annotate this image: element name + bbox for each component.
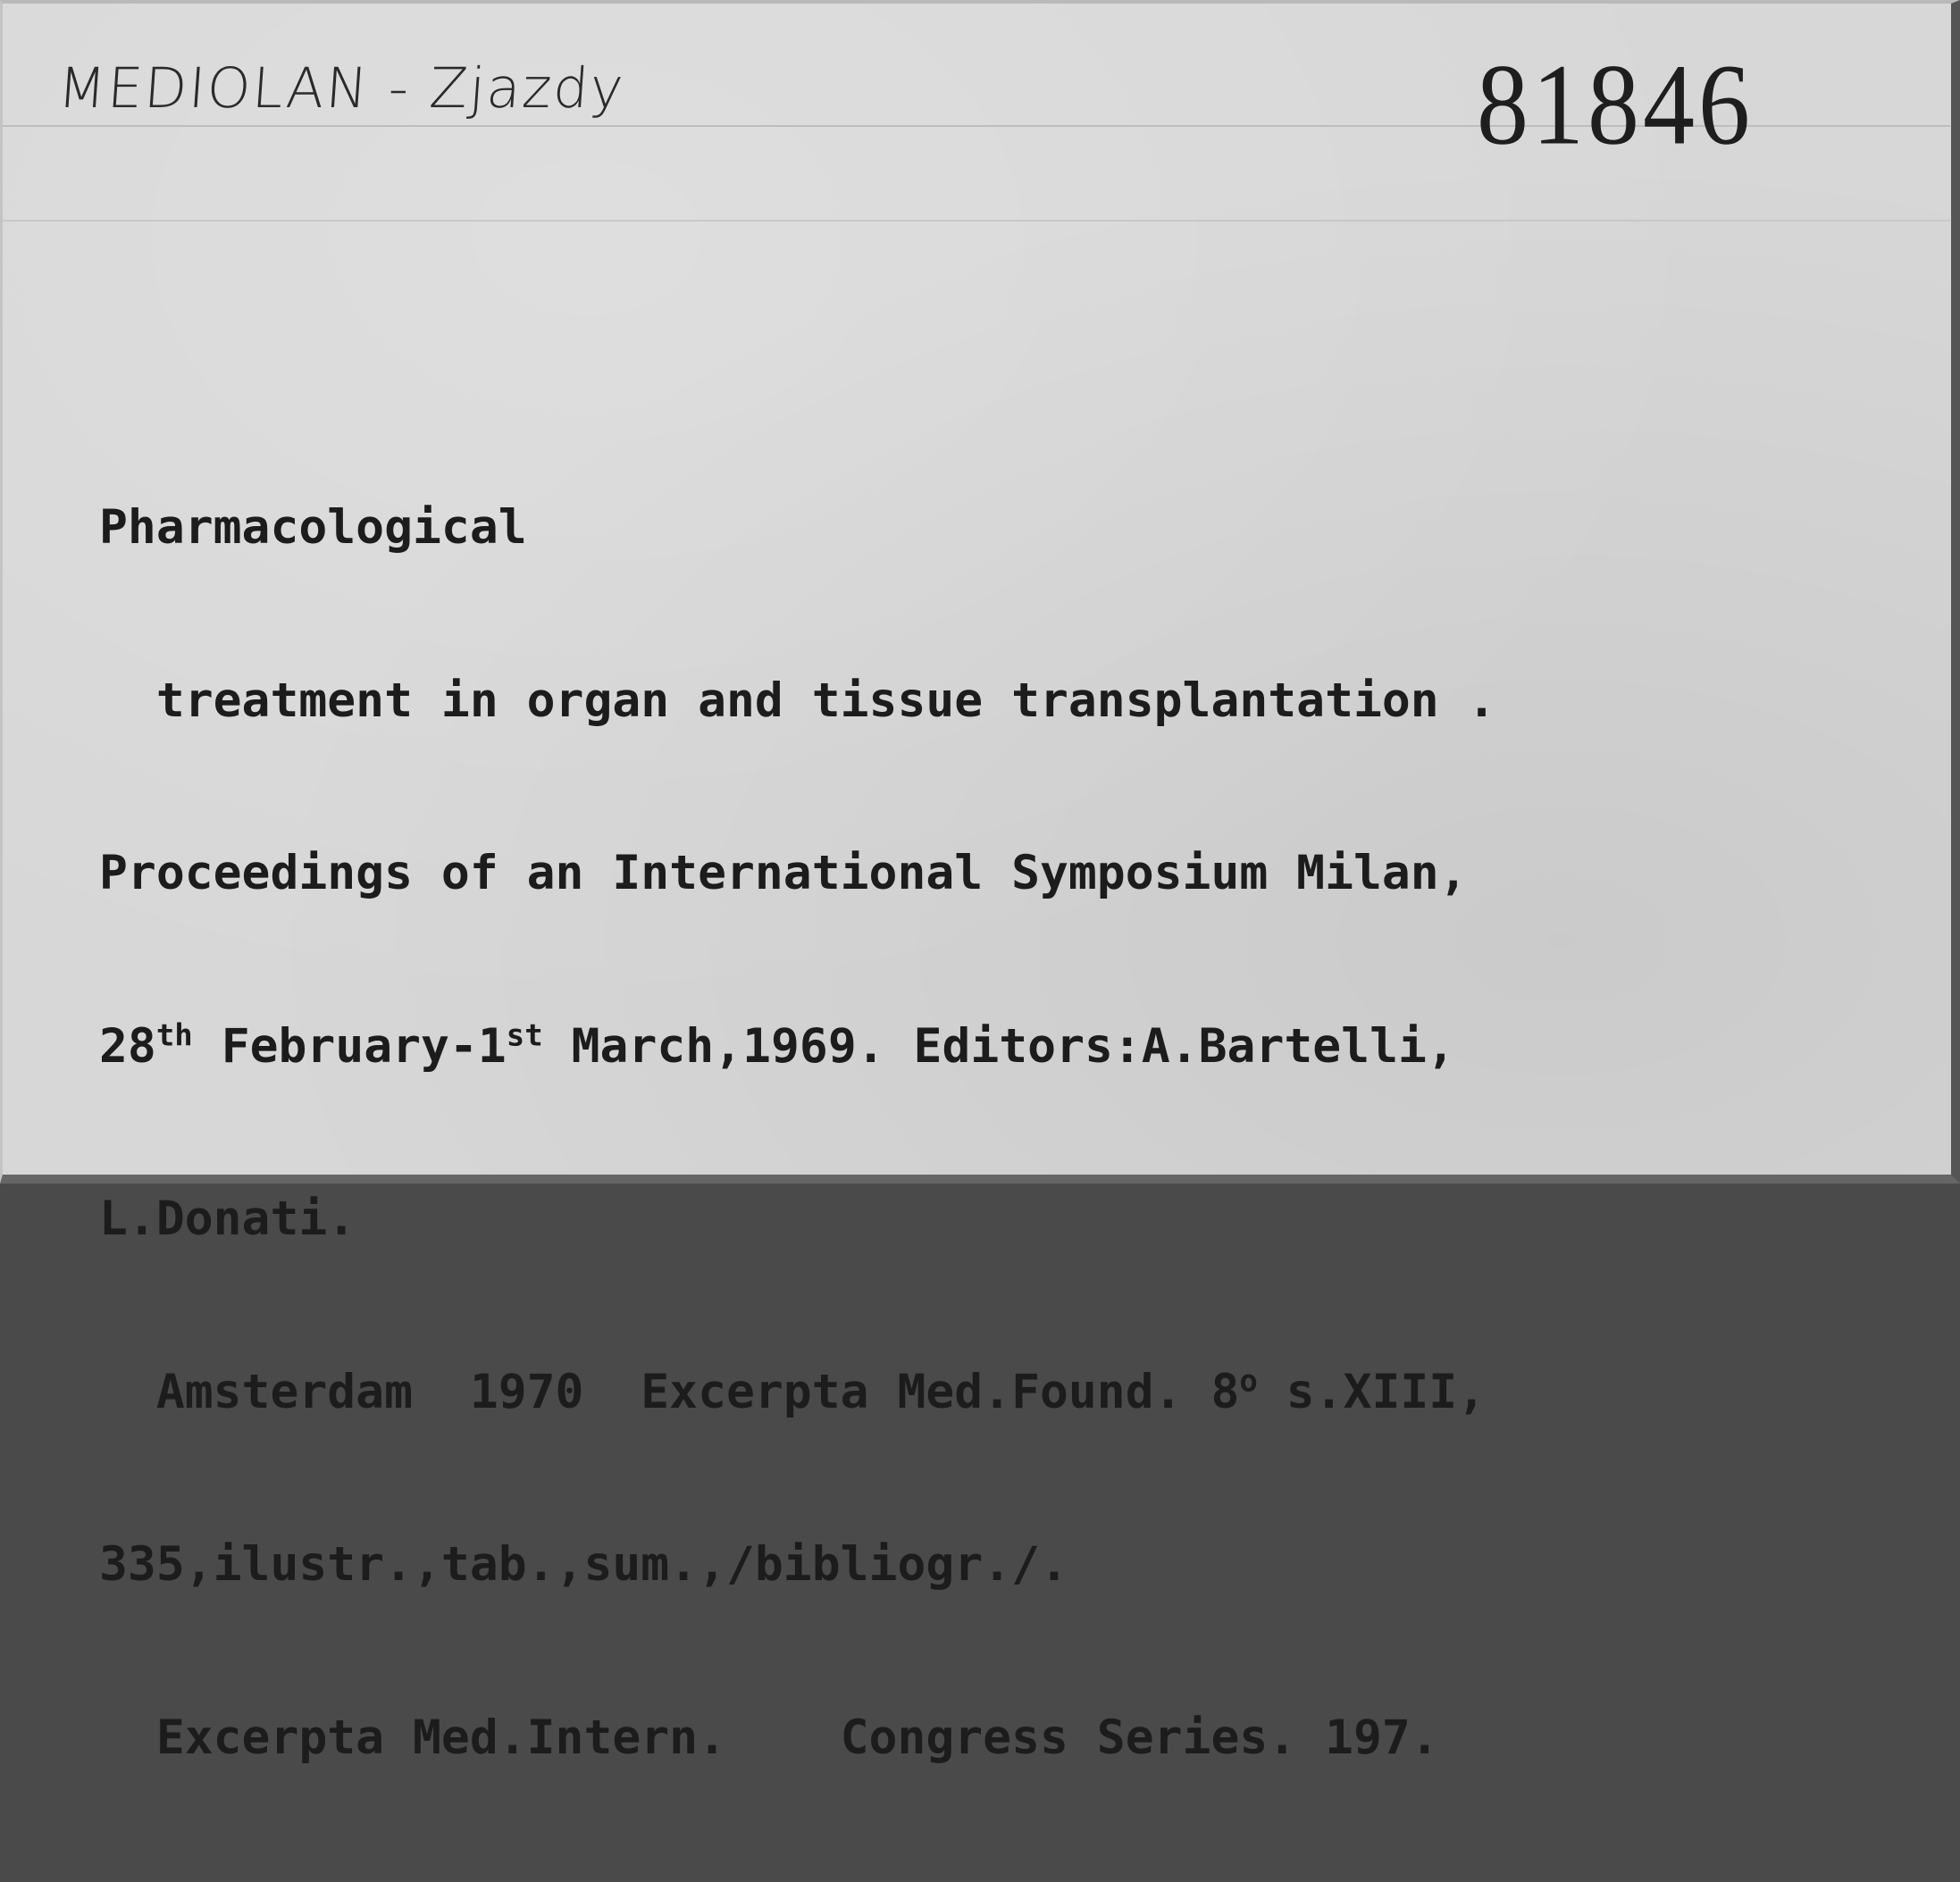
format-degree: o [1239, 1362, 1258, 1399]
subject-heading: MEDIOLAN - Zjazdy [55, 55, 627, 121]
entry-line-8: Excerpta Med.Intern. Congress Series. 197. [99, 1710, 1439, 1765]
entry-line-6 [99, 1364, 1939, 1422]
date-range: February-1 [192, 1018, 507, 1074]
entry-line-5: L.Donati. [99, 1192, 356, 1246]
date-day-start: 28 [99, 1018, 156, 1074]
ordinal-suffix: th [155, 1016, 193, 1053]
entry-line-3: Proceedings of an International Symposium Milan, [99, 846, 1468, 900]
entry-line-2: treatment in organ and tissue transplantation . [99, 673, 1496, 728]
card-rule-middle [3, 220, 1950, 222]
entry-line-4 [99, 1018, 1939, 1076]
imprint: Amsterdam 1970 Excerpta Med.Found. 8 [99, 1364, 1240, 1419]
bibliographic-entry [99, 384, 1939, 1882]
pagination: s.XIII, [1257, 1364, 1487, 1419]
ordinal-suffix: st [506, 1016, 543, 1053]
accession-number: 81846 [1477, 41, 1754, 170]
date-and-editors: March,1969. Editors:A.Bartelli, [542, 1018, 1455, 1074]
entry-line-7: 335,ilustr.,tab.,sum.,/bibliogr./. [99, 1537, 1068, 1592]
entry-line-1: Pharmacological [99, 500, 527, 555]
